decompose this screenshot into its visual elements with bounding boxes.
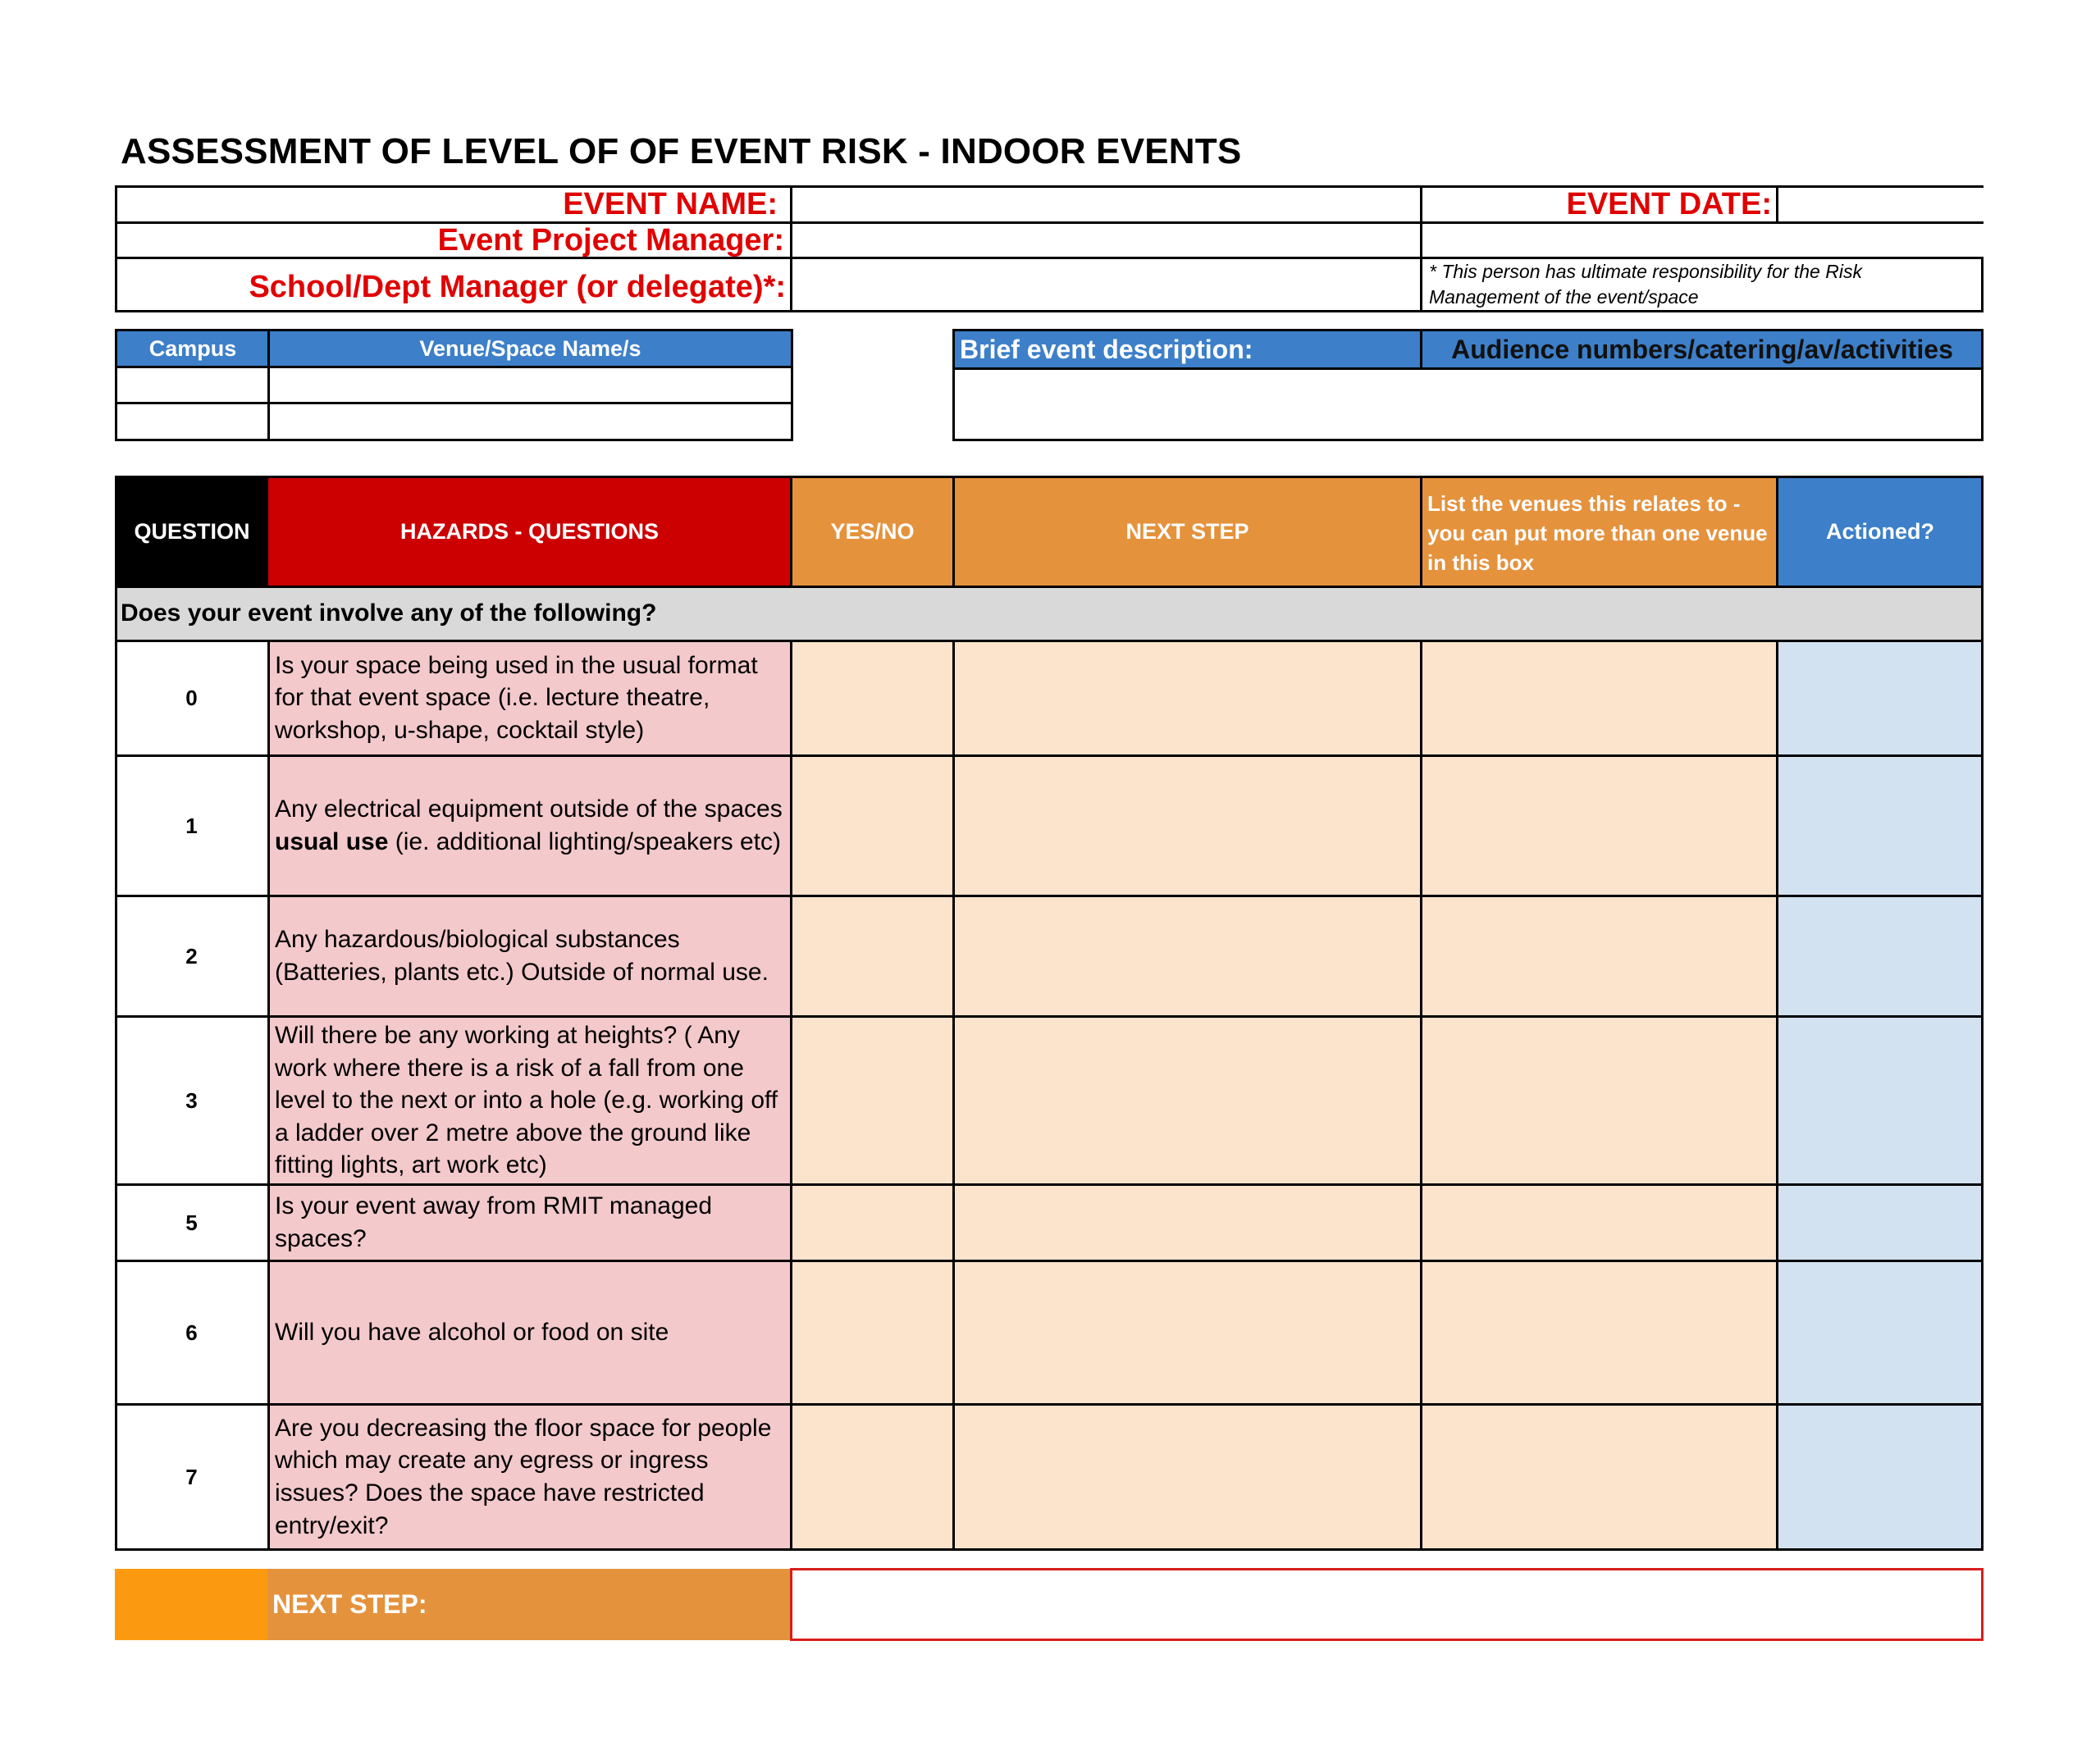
actioned-column-header: Actioned? xyxy=(1778,477,1982,586)
question-number: 3 xyxy=(116,1018,267,1183)
event-name-field[interactable] xyxy=(793,189,1418,221)
actioned-cell[interactable] xyxy=(1778,897,1982,1015)
event-date-label: EVENT DATE: xyxy=(1566,187,1772,221)
school-manager-field[interactable] xyxy=(793,260,1418,309)
event-name-input[interactable] xyxy=(793,189,1418,221)
hazard-question-text: Is your event away from RMIT managed spaces? xyxy=(270,1186,791,1260)
next-step-cell[interactable] xyxy=(955,1186,1420,1260)
next-step-cell[interactable] xyxy=(955,897,1420,1015)
next-step-column-header: NEXT STEP xyxy=(955,477,1420,586)
actioned-cell[interactable] xyxy=(1778,1406,1982,1548)
actioned-cell[interactable] xyxy=(1778,757,1982,895)
event-name-label: EVENT NAME: xyxy=(563,187,778,221)
yes-no-column-header: YES/NO xyxy=(792,477,952,586)
venues-cell[interactable] xyxy=(1422,897,1776,1015)
question-number: 1 xyxy=(116,757,267,895)
next-step-cell[interactable] xyxy=(955,757,1420,895)
hazard-question-text: Are you decreasing the floor space for people which may create any egress or ingress issues? Does the space have restricted entry/exit? xyxy=(270,1406,791,1548)
project-manager-field[interactable] xyxy=(793,225,1418,256)
question-column-header: QUESTION xyxy=(116,477,268,586)
campus-cell-2[interactable] xyxy=(118,405,267,438)
project-manager-input[interactable] xyxy=(793,225,1418,256)
venues-cell[interactable] xyxy=(1422,757,1776,895)
audience-header: Audience numbers/catering/av/activities xyxy=(1422,331,1982,367)
page-title: ASSESSMENT OF LEVEL OF OF EVENT RISK - INDOOR EVENTS xyxy=(121,131,1242,171)
question-number: 6 xyxy=(116,1262,267,1403)
actioned-cell[interactable] xyxy=(1778,1186,1982,1260)
venues-cell[interactable] xyxy=(1422,1186,1776,1260)
next-step-cell[interactable] xyxy=(955,641,1420,754)
next-step-footer-input[interactable] xyxy=(792,1570,1981,1639)
section-label: Does your event involve any of the following? xyxy=(116,587,1982,640)
venue-input-1[interactable] xyxy=(271,368,791,401)
school-manager-label: School/Dept Manager (or delegate)*: xyxy=(249,270,786,304)
brief-description-textarea[interactable] xyxy=(956,371,1980,438)
question-number: 5 xyxy=(116,1186,267,1260)
question-number: 7 xyxy=(116,1406,267,1548)
hazard-question-text: Will there be any working at heights? ( Any work where there is a risk of a fall from one level to the next or into a hole (e.g. working off a ladder over 2 metre above the ground like fitting lights, art work etc) xyxy=(270,1018,791,1183)
emphasis-text: usual use xyxy=(275,828,389,855)
question-number: 2 xyxy=(116,897,267,1015)
next-step-cell[interactable] xyxy=(955,1262,1420,1403)
venues-column-header: List the venues this relates to - you can put more than one venue in this box xyxy=(1422,477,1776,586)
venue-header: Venue/Space Name/s xyxy=(269,331,792,366)
campus-header: Campus xyxy=(116,331,269,366)
hazards-column-header: HAZARDS - QUESTIONS xyxy=(268,477,791,586)
next-step-footer-accent xyxy=(115,1569,267,1640)
responsibility-note: * This person has ultimate responsibility for the Risk Management of the event/space xyxy=(1429,261,1862,308)
yes-no-cell[interactable] xyxy=(792,641,952,754)
venues-cell[interactable] xyxy=(1422,1406,1776,1548)
next-step-cell[interactable] xyxy=(955,1018,1420,1183)
venue-cell-2[interactable] xyxy=(271,405,791,438)
yes-no-cell[interactable] xyxy=(792,1406,952,1548)
next-step-footer-label: NEXT STEP: xyxy=(267,1569,791,1640)
venues-cell[interactable] xyxy=(1422,1262,1776,1403)
actioned-cell[interactable] xyxy=(1778,641,1982,754)
brief-description-field[interactable] xyxy=(956,371,1980,438)
school-manager-input[interactable] xyxy=(793,260,1418,309)
campus-input-1[interactable] xyxy=(118,368,267,401)
hazard-question-text: Will you have alcohol or food on site xyxy=(270,1262,791,1403)
project-manager-label: Event Project Manager: xyxy=(437,223,784,258)
event-date-field[interactable] xyxy=(1779,189,1981,221)
venues-cell[interactable] xyxy=(1422,641,1776,754)
venues-cell[interactable] xyxy=(1422,1018,1776,1183)
actioned-cell[interactable] xyxy=(1778,1262,1982,1403)
yes-no-cell[interactable] xyxy=(792,897,952,1015)
yes-no-cell[interactable] xyxy=(792,1186,952,1260)
venue-input-2[interactable] xyxy=(271,405,791,438)
actioned-cell[interactable] xyxy=(1778,1018,1982,1183)
next-step-footer-field[interactable] xyxy=(790,1568,1984,1641)
hazard-question-text: Is your space being used in the usual format for that event space (i.e. lecture theatre, workshop, u-shape, cocktail style) xyxy=(270,641,791,754)
campus-cell-1[interactable] xyxy=(118,368,267,401)
hazard-question-text: Any electrical equipment outside of the spaces usual use (ie. additional lighting/speakers etc) xyxy=(270,757,791,895)
yes-no-cell[interactable] xyxy=(792,1018,952,1183)
yes-no-cell[interactable] xyxy=(792,1262,952,1403)
venue-cell-1[interactable] xyxy=(271,368,791,401)
question-number: 0 xyxy=(116,641,267,754)
hazard-question-text: Any hazardous/biological substances (Batteries, plants etc.) Outside of normal use. xyxy=(270,897,791,1015)
event-date-input[interactable] xyxy=(1779,189,1981,221)
campus-input-2[interactable] xyxy=(118,405,267,438)
next-step-cell[interactable] xyxy=(955,1406,1420,1548)
yes-no-cell[interactable] xyxy=(792,757,952,895)
brief-description-header: Brief event description: xyxy=(955,331,1421,367)
